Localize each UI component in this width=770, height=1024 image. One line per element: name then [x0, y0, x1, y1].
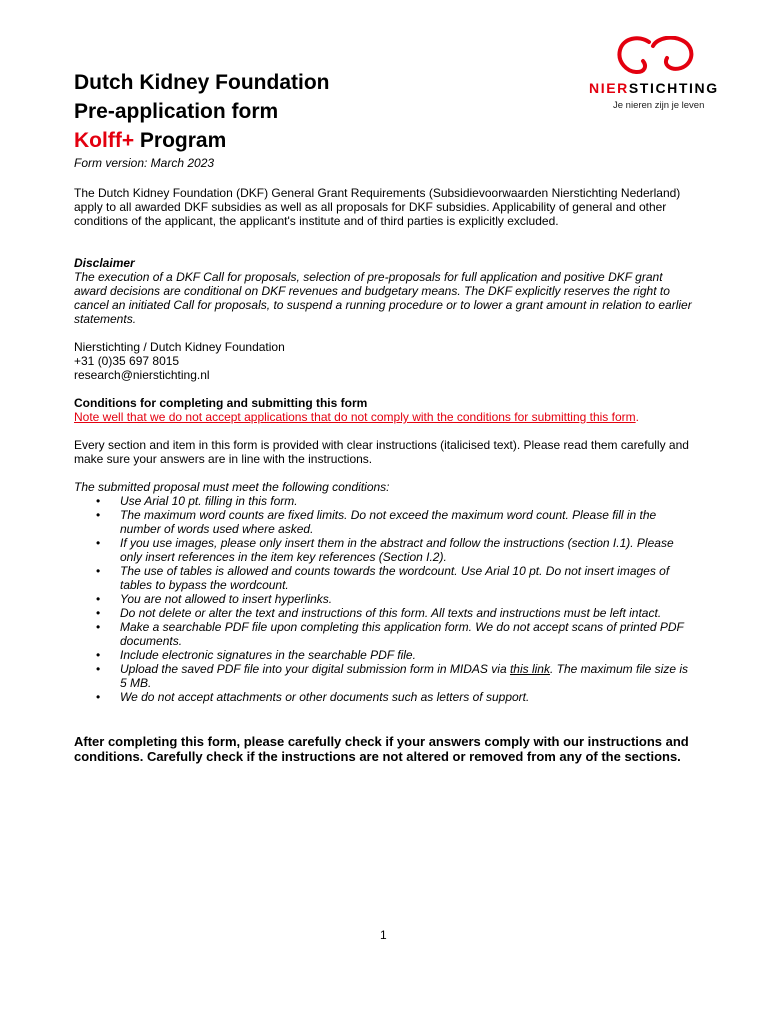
instructions-paragraph — [74, 438, 694, 466]
upload-text-before: Upload the saved PDF file into your digital submission form in MIDAS via — [120, 662, 510, 676]
conditions-note — [74, 410, 694, 424]
conditions-section — [74, 396, 694, 424]
program-rest: Program — [134, 129, 227, 152]
list-item — [74, 592, 694, 606]
bullet: • — [96, 620, 101, 634]
list-item — [74, 620, 694, 648]
contact-phone: +31 (0)35 697 8015 — [74, 354, 180, 368]
nierstichting-logo — [585, 36, 735, 116]
conditions-list-block — [74, 480, 694, 704]
list-item-text: Use Arial 10 pt. filling in this form. — [120, 494, 298, 508]
logo-word-rest: STICHTING — [628, 80, 719, 96]
logo-word-accent: NIER — [589, 80, 629, 96]
upload-text-after: . The maximum file size is 5 MB. — [120, 662, 688, 690]
list-item — [74, 564, 694, 592]
bullet: • — [96, 606, 101, 620]
bullet: • — [96, 508, 101, 522]
bullet: • — [96, 494, 101, 508]
list-item — [74, 690, 694, 704]
bullet: • — [96, 648, 101, 662]
list-item-text: You are not allowed to insert hyperlinks. — [120, 592, 333, 606]
kidney-logo-icon — [615, 36, 701, 78]
list-item — [74, 648, 694, 662]
intro-text: The Dutch Kidney Foundation (DKF) General Grant Requirements (Subsidievoorwaarden Nierstichting Nederland) apply to all awarded DKF subsidies as well as all proposals for DKF subsidies. Applicability of general and other conditions of the applicant, the applicant's institute and of third parties is explicitly excluded. — [74, 186, 681, 228]
bullet: • — [96, 536, 101, 550]
list-item-text: The maximum word counts are fixed limits. Do not exceed the maximum word count. Please fill in the number of words used where asked. — [120, 508, 657, 536]
conditions-warning: Note well that we do not accept applications that do not comply with the conditions for submitting this form — [74, 410, 636, 424]
logo-tagline: Je nieren zijn je leven — [613, 100, 705, 111]
list-item-text: The use of tables is allowed and counts towards the wordcount. Use Arial 10 pt. Do not insert images of tables to bypass the wordcount. — [120, 564, 670, 592]
contact-email: research@nierstichting.nl — [74, 368, 210, 382]
conditions-note-end: . — [635, 410, 639, 424]
form-version: Form version: March 2023 — [74, 156, 215, 170]
list-item-text: Make a searchable PDF file upon completing this application form. We do not accept scans of printed PDF documents. — [120, 620, 684, 648]
midas-link[interactable]: this link — [509, 662, 550, 676]
logo-wordmark — [589, 80, 719, 96]
every-section-text: Every section and item in this form is provided with clear instructions (italicised text). Please read them carefully and make sure your answers are in line with the instructions. — [74, 438, 689, 466]
list-item — [74, 494, 694, 508]
bullet: • — [96, 662, 101, 676]
list-item-text: Do not delete or alter the text and instructions of this form. All texts and instructions must be left intact. — [120, 606, 662, 620]
bullet: • — [96, 564, 101, 578]
conditions-list — [74, 494, 694, 704]
contact-block — [74, 340, 694, 382]
disclaimer-heading: Disclaimer — [74, 256, 135, 270]
title-program — [74, 126, 329, 155]
conditions-heading: Conditions for completing and submitting this form — [74, 396, 368, 410]
disclaimer-text: The execution of a DKF Call for proposals, selection of pre-proposals for full application and positive DKF grant award decisions are conditional on DKF revenues and budgetary means. The DKF explicitly reserves the right to cancel an initiated Call for proposals, to suspend a running procedure or to lower a grant amount in relation to earlier statements. — [74, 270, 692, 326]
contact-name: Nierstichting / Dutch Kidney Foundation — [74, 340, 285, 354]
closing-statement: After completing this form, please carefully check if your answers comply with our instructions and conditions. Carefully check if the instructions are not altered or removed from any of the sections. — [74, 734, 689, 764]
list-item — [74, 662, 694, 690]
page-number: 1 — [380, 928, 387, 942]
title-block — [74, 68, 329, 155]
intro-paragraph — [74, 186, 694, 228]
bullet: • — [96, 690, 101, 704]
list-item — [74, 508, 694, 536]
list-item-text: We do not accept attachments or other documents such as letters of support. — [120, 690, 530, 704]
title-form: Pre-application form — [74, 100, 279, 123]
conditions-list-intro: The submitted proposal must meet the following conditions: — [74, 480, 390, 494]
program-accent: Kolff+ — [74, 129, 135, 152]
disclaimer-section — [74, 256, 694, 326]
list-item-text: If you use images, please only insert them in the abstract and follow the instructions (section I.1). Please only insert references in the item key references (Section I.2). — [120, 536, 674, 564]
list-item — [74, 606, 694, 620]
list-item — [74, 536, 694, 564]
bullet: • — [96, 592, 101, 606]
list-item-text: Include electronic signatures in the searchable PDF file. — [120, 648, 416, 662]
title-organization: Dutch Kidney Foundation — [74, 71, 330, 94]
